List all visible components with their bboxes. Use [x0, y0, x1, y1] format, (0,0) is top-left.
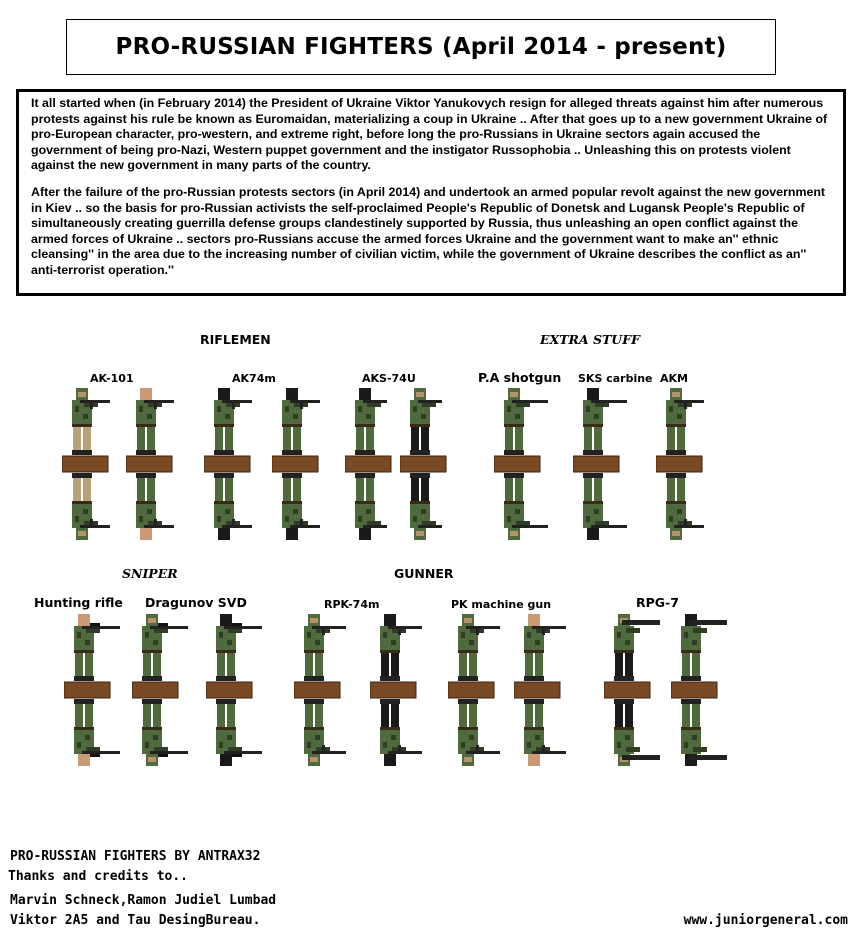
soldier-figure [604, 614, 660, 774]
soldier-figure [272, 388, 328, 548]
soldier-figure [370, 614, 426, 774]
soldier-figure [294, 614, 350, 774]
heading-sniper: SNIPER [122, 566, 178, 581]
soldier-figure [64, 614, 120, 774]
soldier-figure [494, 388, 550, 548]
label-dragunov-svd: Dragunov SVD [145, 595, 247, 610]
soldier-figure [448, 614, 504, 774]
credits-names-2: Viktor 2A5 and Tau DesingBureau. [10, 913, 261, 928]
label-pa-shotgun: P.A shotgun [478, 370, 562, 385]
soldier-figure [204, 388, 260, 548]
label-rpg7: RPG-7 [636, 595, 679, 610]
label-aks74u: AKS-74U [362, 372, 416, 385]
heading-riflemen: RIFLEMEN [200, 332, 271, 347]
credits-names-1: Marvin Schneck,Ramon Judiel Lumbad [10, 893, 277, 908]
site-url[interactable]: www.juniorgeneral.com [683, 913, 848, 928]
label-sks-carbine: SKS carbine [578, 372, 653, 385]
soldier-figure [206, 614, 262, 774]
intro-paragraph-1: It all started when (in February 2014) the President of Ukraine Viktor Yanukovych resign for alleged threats against him after numerous protests against his rule be known as Euromaidan, materializing a coup in Ukraine .. After that goes up to a new government Ukraine of pro-European character, pro-western, and extreme right, before long the pro-Russians in Ukraine sectors again accused the government of being pro-Nazi, Western puppet government and the instigator Russophobia .. Unleashing this on protests violent against the new government in many parts of the country. [31, 96, 828, 173]
heading-gunner: GUNNER [394, 566, 454, 581]
soldier-figure [345, 388, 401, 548]
label-akm: AKM [660, 372, 688, 385]
title-box [66, 19, 776, 75]
soldier-figure [400, 388, 456, 548]
soldier-figure [671, 614, 727, 774]
label-pk-machine-gun: PK machine gun [451, 598, 552, 611]
page-title: PRO-RUSSIAN FIGHTERS (April 2014 - present) [115, 34, 727, 60]
label-hunting-rifle: Hunting rifle [34, 595, 123, 610]
soldier-figure [573, 388, 629, 548]
label-rpk74m: RPK-74m [324, 598, 380, 611]
intro-paragraph-2: After the failure of the pro-Russian protests sectors (in April 2014) and undertook an armed popular revolt against the new government in Kiev .. so the basis for pro-Russian activists the self-proclaimed People's Republic of Donetsk and Lugansk People's Republic of simultaneously creating guerrilla defense groups clandestinely supported by Russia, thus unleashing an open conflict against the armed forces of Ukraine .. sectors pro-Russians accuse the armed forces Ukraine and the government want to make an'' ethnic cleansing'' in the area due to the increasing number of civilian victim, while the government of Ukraine describes the conflict as an'' anti-terrorist operation.'' [31, 184, 826, 277]
soldier-figure [132, 614, 188, 774]
label-ak101: AK-101 [90, 372, 134, 385]
soldier-figure [656, 388, 712, 548]
intro-text-box [16, 89, 846, 296]
credits-author: PRO-RUSSIAN FIGHTERS BY ANTRAX32 [10, 849, 261, 864]
label-ak74m: AK74m [232, 372, 276, 385]
heading-extra-stuff: EXTRA STUFF [540, 332, 640, 347]
soldier-figure [126, 388, 182, 548]
credits-thanks: Thanks and credits to.. [8, 869, 189, 884]
soldier-figure [62, 388, 118, 548]
soldier-figure [514, 614, 570, 774]
